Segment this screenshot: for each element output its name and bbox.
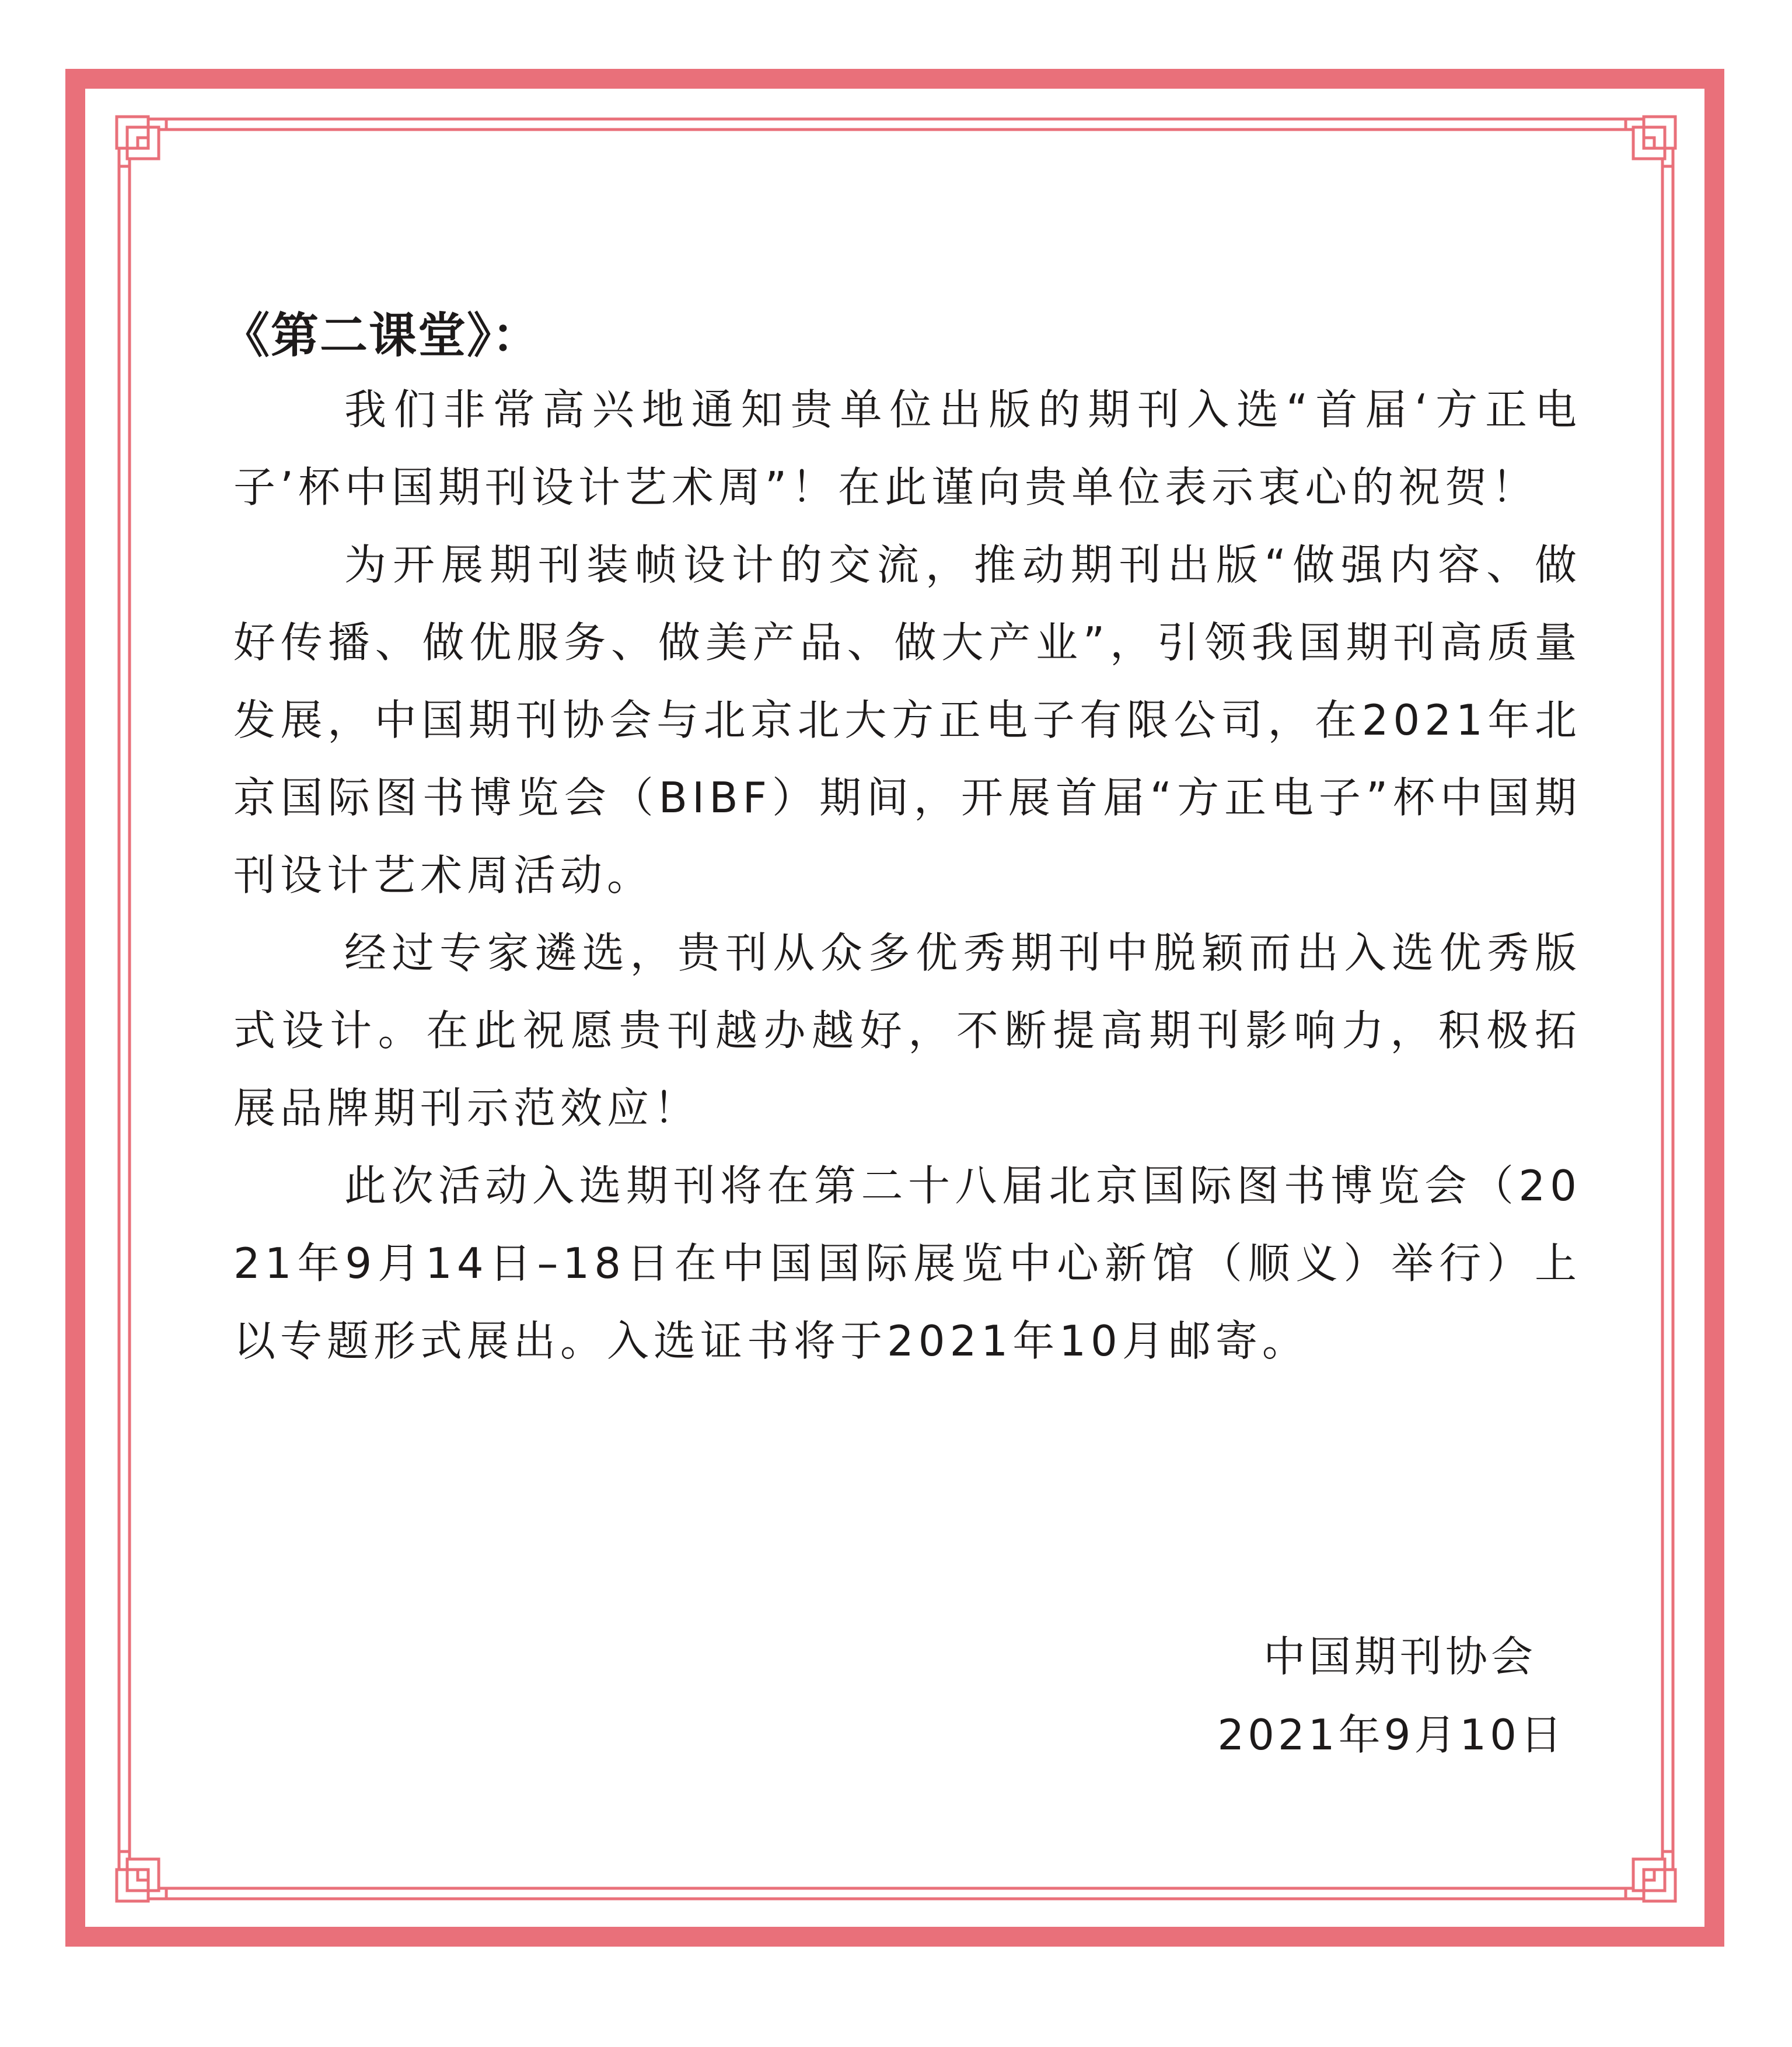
signature-date: 2021年9月10日 bbox=[1217, 1710, 1566, 1759]
paragraph-1: 我们非常高兴地通知贵单位出版的期刊入选“首届‘方正电子’杯中国期刊设计艺术周”！在此谨向贵单位表示衷心的祝贺！ bbox=[233, 385, 1581, 512]
paragraph-3: 经过专家遴选，贵刊从众多优秀期刊中脱颖而出入选优秀版式设计。在此祝愿贵刊越办越好，不断提高期刊影响力，积极拓展品牌期刊示范效应！ bbox=[233, 928, 1581, 1133]
paragraph-2: 为开展期刊装帧设计的交流，推动期刊出版“做强内容、做好传播、做优服务、做美产品、做大产业”，引领我国期刊高质量发展，中国期刊协会与北京北大方正电子有限公司，在2021年北京国际图书博览会（BIBF）期间，开展首届“方正电子”杯中国期刊设计艺术周活动。 bbox=[233, 540, 1581, 900]
paragraph-4: 此次活动入选期刊将在第二十八届北京国际图书博览会（2021年9月14日–18日在中国国际展览中心新馆（顺义）举行）上以专题形式展出。入选证书将于2021年10月邮寄。 bbox=[233, 1161, 1581, 1365]
signature-organization: 中国期刊协会 bbox=[1263, 1632, 1536, 1681]
letter-body bbox=[222, 303, 1581, 1380]
salutation: 《第二课堂》： bbox=[222, 308, 542, 364]
signature-block bbox=[1217, 1618, 1566, 1774]
